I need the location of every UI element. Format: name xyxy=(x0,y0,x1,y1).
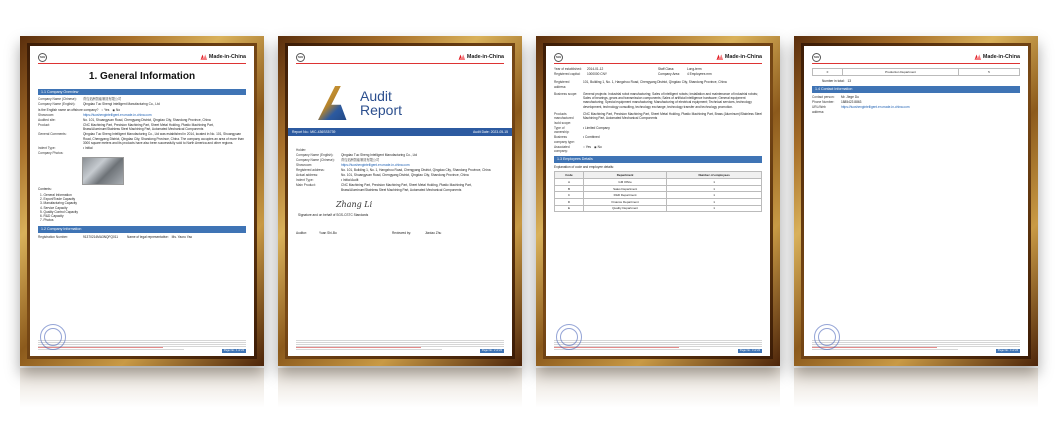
table-cell: B xyxy=(555,185,584,192)
offshore-row xyxy=(38,108,246,112)
field-value: Jiaxiao Zhu xyxy=(425,231,442,236)
field-value: 1885423 8863 xyxy=(841,100,862,105)
table-cell: D xyxy=(555,199,584,206)
field-label: Number in total: xyxy=(822,79,845,84)
signature: Zhang Li xyxy=(336,199,373,209)
field-label: Registered address: xyxy=(554,80,570,89)
total-row xyxy=(812,79,1020,83)
field-label: Company Name (Chinese): xyxy=(296,157,335,162)
field-label: Showroom: xyxy=(38,112,55,117)
field-row xyxy=(38,146,246,150)
company-photo xyxy=(82,157,124,185)
field-value: 2014-01-12 xyxy=(587,67,604,71)
field-row xyxy=(296,168,504,172)
report-page-1 xyxy=(30,46,254,356)
audit-logo-icon xyxy=(318,86,356,120)
field-label: Reviewed by: xyxy=(392,231,412,236)
table-cell: R&D Department xyxy=(583,192,666,199)
field-label: Contact person: xyxy=(812,95,835,100)
radio-no: ◉ No xyxy=(112,107,121,112)
table-cell: Sales Department xyxy=(583,185,666,192)
field-row xyxy=(296,173,504,177)
field-value: 91370214MA3NQFQ011 xyxy=(83,234,119,239)
field-value: 101, Building 1, No. 1, Hangzhou Road, Chengyang District, Qingdao City, Shandong Province, China xyxy=(583,80,727,85)
table-row xyxy=(555,179,762,186)
table-caption: Explanation of code and employee details: xyxy=(554,165,614,170)
field-row xyxy=(38,113,246,117)
table-cell: 1 xyxy=(667,192,762,199)
table-cell: F xyxy=(813,69,843,75)
field-row xyxy=(296,158,504,162)
made-in-china-logo xyxy=(716,54,762,61)
official-seal-icon xyxy=(40,324,66,350)
field-value: • Initial xyxy=(83,146,93,151)
field-value: • Combined xyxy=(583,135,600,140)
page-footer xyxy=(296,339,504,351)
column-header: Number of employees xyxy=(667,172,762,179)
audit-report-title: Audit Report xyxy=(360,88,403,118)
made-in-china-logo xyxy=(200,54,246,61)
field-row xyxy=(296,163,504,167)
field-row xyxy=(38,97,246,101)
field-label: Business company type: xyxy=(554,135,575,144)
field-label: Company Name (English): xyxy=(296,152,334,157)
field-value: Qingdao Tuo Sheng Intelligent Manufacturing Co., Ltd xyxy=(341,152,418,157)
field-label: Holder: xyxy=(296,147,307,152)
field-label: Registered address: xyxy=(296,168,325,173)
certificate-frame-3 xyxy=(536,36,780,366)
website-link: https://tuoshengintelligent.en.made-in-china.com xyxy=(841,105,910,110)
section-company-information: 1.2 Company Information xyxy=(38,226,246,233)
field-label: Showroom: xyxy=(296,162,313,167)
showroom-link: https://tuoshengintelligent.en.made-in-china.com xyxy=(341,162,410,167)
page-title: 1. General Information xyxy=(88,71,196,82)
certificate-frame-4 xyxy=(794,36,1038,366)
page-header xyxy=(296,52,504,64)
field-value: Long-term xyxy=(687,67,702,71)
radio-yes: ○ Yes xyxy=(583,144,591,149)
field-value xyxy=(341,148,504,152)
field-row xyxy=(296,148,504,152)
section-contact-information: 1.4 Contact Information xyxy=(812,86,1020,93)
sgs-logo-icon: SGS xyxy=(812,53,821,62)
field-row xyxy=(38,132,246,145)
contents-list xyxy=(38,193,246,223)
field-row xyxy=(38,235,246,239)
brand-name: Made-in-China xyxy=(466,53,504,60)
list-item: 3. Manufacturing Capacity xyxy=(40,201,78,206)
contents-heading: Contents: xyxy=(38,187,52,192)
radio-no: ◉ No xyxy=(593,144,602,149)
table-row xyxy=(812,68,1020,76)
field-label: Product: xyxy=(38,122,50,127)
field-label: Main Product: xyxy=(296,183,316,188)
field-row xyxy=(812,105,1020,114)
table-cell: 5 xyxy=(988,70,990,74)
frame-reflection xyxy=(278,368,522,408)
field-row xyxy=(554,72,658,76)
field-label: Business scope: xyxy=(554,91,578,96)
field-label: Indent Type: xyxy=(38,146,56,151)
report-number: Report No.: MIC-436SS5739 xyxy=(292,129,336,134)
field-label: Company Photos: xyxy=(38,151,64,156)
auditor-row xyxy=(296,231,504,235)
list-item: 2. Export/Trade Capacity xyxy=(40,196,76,201)
table-cell: 1 xyxy=(667,185,762,192)
field-label: Registered capital: xyxy=(554,72,581,77)
made-in-china-mark-icon xyxy=(200,54,207,60)
field-value: 青岛拓洲智能制造有限公司 xyxy=(341,157,380,162)
field-value: • Limited Company xyxy=(583,125,610,130)
page-header xyxy=(812,52,1020,64)
field-label: Auditor: xyxy=(296,231,307,236)
field-label: Type of ownership: xyxy=(554,125,570,135)
section-employees-details: 1.3 Employees Details xyxy=(554,156,762,163)
page-number: Page No.: 4 of 24 xyxy=(997,349,1018,352)
field-row xyxy=(554,80,762,89)
made-in-china-mark-icon xyxy=(716,54,723,60)
frame-reflection xyxy=(794,368,1038,408)
list-item: 5. Quality Control Capacity xyxy=(40,209,78,214)
field-value: 1000000 CNY xyxy=(587,72,608,77)
table-cell: E xyxy=(555,205,584,212)
page-footer xyxy=(812,339,1020,351)
field-row xyxy=(554,67,658,71)
field-label: Indent Type: xyxy=(296,178,314,183)
offshore-question: Is the English name an offshore company? xyxy=(38,107,99,112)
field-label: Staff Class: xyxy=(658,67,675,71)
field-value: CNC Machining Part, Precision Machining Part, Sheet Metal Holding, Plastic Machining Part, Brass/Aluminum/Stainless Steel Machining Part, Automated Mechanical Components xyxy=(341,183,472,192)
certificate-frame-1 xyxy=(20,36,264,366)
made-in-china-mark-icon xyxy=(974,54,981,60)
page-header xyxy=(554,52,762,64)
made-in-china-logo xyxy=(458,54,504,61)
report-page-4 xyxy=(804,46,1028,356)
field-label: Registration Number: xyxy=(38,234,69,239)
field-row xyxy=(658,67,762,71)
table-row xyxy=(555,192,762,199)
table-cell: GM Office xyxy=(583,179,666,186)
field-value: Yuan Shi-Bo xyxy=(319,231,337,236)
field-value: 4 Employees mm xyxy=(687,72,712,77)
made-in-china-mark-icon xyxy=(458,54,465,60)
field-row xyxy=(38,123,246,132)
page-header xyxy=(38,52,246,64)
section-company-overview: 1.1 Company Overview xyxy=(38,89,246,96)
field-row xyxy=(296,153,504,157)
field-value: Qingdao Tuo Shengi Intelligent Manufacturing Co., Ltd xyxy=(83,102,160,107)
field-value: CNC Machining Part, Precision Machining Part, Sheet Metal Holding, Plastic Machining Part, Brass/Aluminum/Stainless Steel Machining Part, Automated Mechanical Components xyxy=(83,122,214,132)
field-label: URL/Web address: xyxy=(812,105,826,114)
showroom-link: https://tuoshengintelligent.en.made-in-china.com xyxy=(83,112,152,117)
field-row xyxy=(554,112,762,125)
table-row xyxy=(555,185,762,192)
table-cell: A xyxy=(555,179,584,186)
signature-caption: Signature and on behalf of SGS-CSTC Standards xyxy=(298,212,369,217)
made-in-china-logo xyxy=(974,54,1020,61)
official-seal-icon xyxy=(556,324,582,350)
radio-yes: ○ Yes xyxy=(101,107,110,112)
certificate-frame-2 xyxy=(278,36,522,366)
field-label: Associated company: xyxy=(554,144,570,153)
brand-name: Made-in-China xyxy=(982,53,1020,60)
table-cell: C xyxy=(555,192,584,199)
page-footer xyxy=(554,339,762,351)
field-row xyxy=(296,178,504,182)
audit-date: Audit Date: 2023-05-15 xyxy=(472,129,508,134)
brand-name: Made-in-China xyxy=(208,53,246,60)
field-row xyxy=(554,92,762,109)
table-cell: 1 xyxy=(667,199,762,206)
top-fields xyxy=(554,67,762,77)
employees-table xyxy=(554,171,762,212)
page-number: Page No.: 1 of 24 xyxy=(223,349,244,352)
field-row xyxy=(554,135,762,144)
field-row xyxy=(38,102,246,106)
frame-reflection xyxy=(536,368,780,408)
table-cell: Quality Department xyxy=(583,205,666,212)
list-item: 6. R&D Capacity xyxy=(40,214,64,219)
sgs-logo-icon: SGS xyxy=(554,53,563,62)
field-row xyxy=(554,145,762,154)
field-value: • Initial Audit xyxy=(341,178,359,183)
field-label: Name of legal representative: xyxy=(127,234,169,239)
field-row xyxy=(658,72,762,76)
field-value: Mr. Jiege Du xyxy=(841,95,859,100)
field-row xyxy=(554,126,762,135)
field-label: Audited site: xyxy=(38,117,56,122)
field-row xyxy=(812,95,1020,99)
field-value: CNC Machining Part, Precision Machining Part, Sheet Metal Holding, Plastic Machining Part, Brass (Aluminum)/Stainless Steel Machining Part, Automated Mechanical Components xyxy=(583,112,762,121)
column-header: Code xyxy=(555,172,584,179)
table-cell: Finance Department xyxy=(583,199,666,206)
brand-name: Made-in-China xyxy=(724,53,762,60)
field-row xyxy=(296,183,504,192)
field-value: Qingdao Tuo Sheng Intelligent Manufacturing Co., Ltd was established in 2014, located in No. 101, Shuangyuan Road, Chengyang District, Qingdao City, Shandong Province, China. The company occupies an area of more than 3000 square meters and its products have also been successfully sold to North America and other regions. xyxy=(83,132,244,145)
field-value: 青岛拓洲智能制造有限公司 xyxy=(83,97,122,102)
column-header: Department xyxy=(583,172,666,179)
report-page-3 xyxy=(546,46,770,356)
field-label: Company Name (Chinese): xyxy=(38,97,77,102)
field-value: No. 101, Shuangyuan Road, Chengyang District, Qingdao City, Shandong Province, China xyxy=(83,117,211,122)
field-value: 13 xyxy=(847,79,852,84)
sgs-logo-icon: SGS xyxy=(38,53,47,62)
table-cell: 1 xyxy=(667,205,762,212)
table-cell: 1 xyxy=(667,179,762,186)
page-number: Page No.: 2 of 24 xyxy=(481,349,502,352)
list-item: 4. Service Capacity xyxy=(40,205,68,210)
field-label: Actual address: xyxy=(296,173,318,178)
table-row xyxy=(555,205,762,212)
field-value: Ms. Yaoru Yao xyxy=(171,234,193,239)
field-value: No. 101, Shuangyuan Road, Chengyang District, Qingdao City, Shandong Province, China xyxy=(341,173,469,178)
sgs-logo-icon: SGS xyxy=(296,53,305,62)
field-label: Phone Number: xyxy=(812,100,835,105)
official-seal-icon xyxy=(814,324,840,350)
frame-reflection xyxy=(20,368,264,408)
report-number-band xyxy=(288,128,512,136)
table-header-row xyxy=(555,172,762,179)
field-row xyxy=(812,100,1020,104)
table-row xyxy=(555,199,762,206)
field-value: General projects: Industrial robot manufacturing; Sales of intelligent robots; Installation and maintenance of industrial robots; Sales of bearings, gears and transmission components; Sales of artificial intelligence hardware; General equipment manufacturing; Special equipment manufacturing; Manufacturing of electrical equipment; Technical services, technology development, technology consulting, technology exchange, technology transfer and technology promotion. xyxy=(583,91,758,109)
field-label: Year of established: xyxy=(554,67,582,71)
report-page-2 xyxy=(288,46,512,356)
list-item: 1. General Information xyxy=(40,192,72,197)
table-cell: Production Department xyxy=(843,69,959,75)
audit-report-logo xyxy=(318,86,504,120)
list-item: 7. Photos xyxy=(40,218,54,223)
field-row xyxy=(38,151,246,155)
field-label: Company Area: xyxy=(658,72,680,77)
page-number: Page No.: 3 of 24 xyxy=(739,349,760,352)
page-footer xyxy=(38,339,246,351)
field-row xyxy=(38,118,246,122)
field-label: Company Name (English): xyxy=(38,102,76,107)
field-label: Products manufactured /sold scope: xyxy=(554,112,574,125)
field-value: No. 101, Building 1, No. 1, Hangzhou Road, Chengyang District, Qingdao City, Shandong Province, China xyxy=(341,168,491,173)
field-label: General Comments: xyxy=(38,132,67,137)
